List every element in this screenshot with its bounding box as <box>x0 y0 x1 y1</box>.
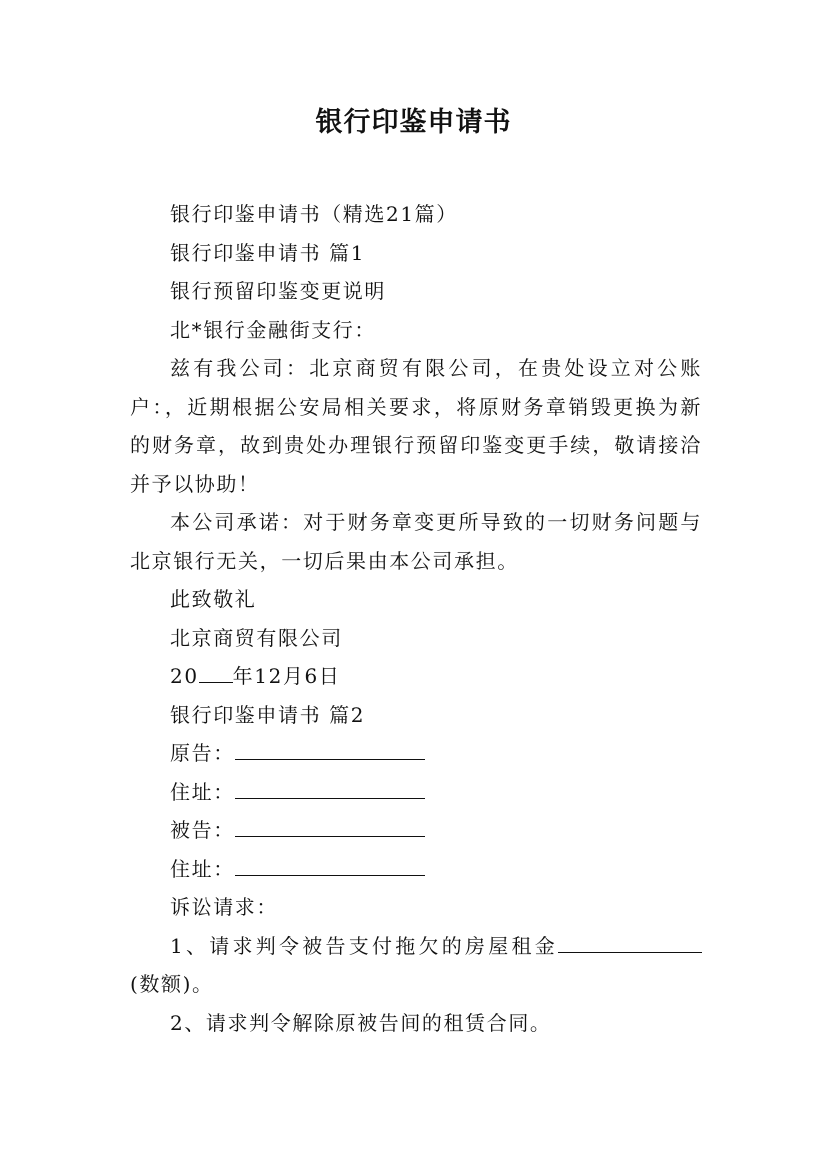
letter-paragraph-2: 本公司承诺：对于财务章变更所导致的一切财务问题与北京银行无关，一切后果由本公司承担。 <box>130 510 702 573</box>
plaintiff-address-blank <box>235 778 425 799</box>
defendant-address-blank <box>235 855 425 876</box>
claim-2: 2、请求判令解除原被告间的租赁合同。 <box>170 1010 552 1035</box>
section-heading-1: 银行印鉴申请书 篇1 <box>170 240 366 265</box>
claim-1-suffix: (数额)。 <box>130 972 214 996</box>
plaintiff-line <box>130 734 702 773</box>
defendant-address-label: 住址： <box>170 856 235 881</box>
document-title: 银行印鉴申请书 <box>315 107 512 138</box>
plaintiff-address-line <box>130 773 702 812</box>
plaintiff-address-label: 住址： <box>170 779 235 804</box>
letter-date <box>130 657 702 696</box>
plaintiff-label: 原告： <box>170 741 235 765</box>
closing-salutation: 此致敬礼 <box>170 587 257 611</box>
defendant-line <box>130 811 702 850</box>
claim-1-amount-blank <box>558 932 702 953</box>
letter-recipient: 北*银行金融街支行： <box>170 317 376 342</box>
claim-1 <box>130 927 702 1004</box>
plaintiff-blank <box>235 739 425 760</box>
signature-company: 北京商贸有限公司 <box>170 625 343 650</box>
section-heading-2: 银行印鉴申请书 篇2 <box>170 702 366 727</box>
subtitle-line: 银行印鉴申请书（精选21篇） <box>170 202 458 226</box>
claim-1-text: 1、请求判令被告支付拖欠的房屋租金 <box>170 933 558 958</box>
document-body <box>130 195 702 1042</box>
defendant-address-line <box>130 850 702 889</box>
letter-title: 银行预留印鉴变更说明 <box>170 279 386 303</box>
date-year-prefix: 20 <box>170 664 199 688</box>
letter-paragraph-1: 兹有我公司：北京商贸有限公司，在贵处设立对公账户：，近期根据公安局相关要求，将原财务章销毁更换为新的财务章，故到贵处办理银行预留印鉴变更手续，敬请接洽并予以协助！ <box>130 356 702 496</box>
claims-heading: 诉讼请求： <box>170 895 278 919</box>
date-year-blank <box>199 662 233 683</box>
defendant-blank <box>235 816 425 837</box>
defendant-label: 被告： <box>170 818 235 842</box>
date-rest: 年12月6日 <box>232 664 341 688</box>
